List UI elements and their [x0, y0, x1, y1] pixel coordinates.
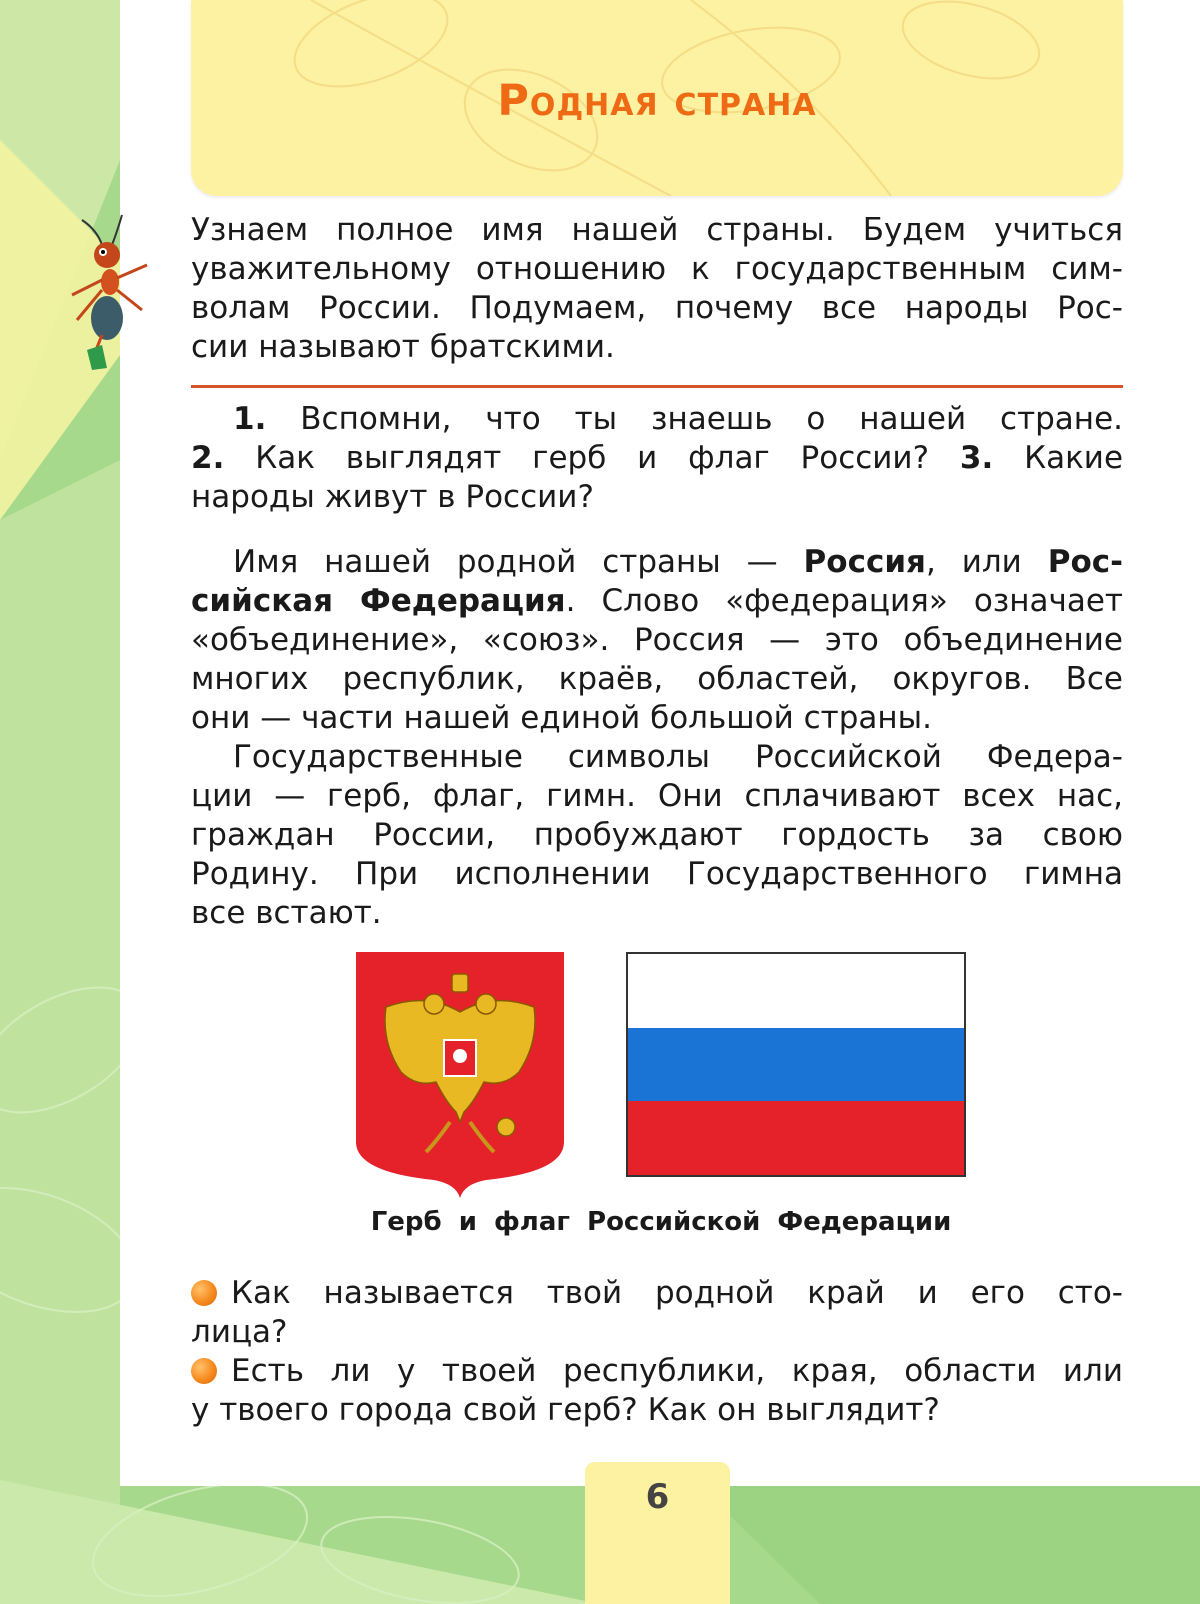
flag-stripe-white [628, 954, 964, 1028]
task-line [191, 1274, 1123, 1313]
question-number: 2. [191, 440, 225, 476]
task-line [191, 1352, 1123, 1391]
question-text: Какие [1024, 440, 1124, 476]
body-line: Государственные символы Российской Федера- [233, 739, 1123, 775]
question-text: Как выглядят герб и флаг России? [255, 440, 930, 476]
task-line: лица? [191, 1314, 288, 1350]
intro-line: волам России. Подумаем, почему все народы Рос- [191, 290, 1123, 326]
flag-stripe-red [628, 1101, 964, 1175]
title-banner [191, 0, 1123, 196]
term-russia: Россия [803, 544, 926, 580]
orange-bullet-icon [191, 1280, 217, 1306]
body-line: они — части нашей единой большой страны. [191, 700, 932, 736]
body-line: ции — герб, флаг, гимн. Они сплачивают всех нас, [191, 778, 1123, 814]
term-fragment: Рос- [1047, 544, 1123, 580]
ant-mascot-icon [62, 210, 162, 380]
figure-caption: Герб и флаг Российской Федерации [370, 1207, 952, 1237]
question-line: народы живут в России? [191, 479, 594, 515]
review-questions [191, 400, 1123, 517]
body-line [191, 543, 1123, 582]
divider-rule [191, 385, 1123, 388]
coat-of-arms-icon [356, 952, 564, 1198]
intro-line: Узнаем полное имя нашей страны. Будем учиться [191, 212, 1123, 248]
task-line: у твоего города свой герб? Как он выглядит? [191, 1392, 940, 1428]
question-line [191, 400, 1123, 439]
body-text [191, 543, 1123, 933]
body-line: многих республик, краёв, областей, округов. Все [191, 661, 1123, 697]
question-text: Вспомни, что ты знаешь о нашей стране. [300, 401, 1123, 437]
flag-stripe-blue [628, 1028, 964, 1102]
question-line [191, 439, 1123, 478]
orange-bullet-icon [191, 1358, 217, 1384]
body-line: граждан России, пробуждают гордость за свою [191, 817, 1123, 853]
body-line: «объединение», «союз». Россия — это объединение [191, 622, 1123, 658]
question-number: 3. [959, 440, 994, 476]
page-number: 6 [585, 1462, 730, 1604]
question-number: 1. [233, 401, 267, 437]
intro-line: уважительному отношению к государственным сим- [191, 251, 1123, 287]
body-fragment: . Слово «федерация» означает [565, 583, 1123, 619]
body-line: все встают. [191, 895, 382, 931]
russian-flag [626, 952, 966, 1177]
term-federation: сийская Федерация [191, 583, 566, 619]
page-title: Родная страна [497, 76, 817, 126]
task-text: Есть ли у твоей республики, края, области или [231, 1353, 1123, 1389]
tasks [191, 1274, 1123, 1430]
intro-line: сии называют братскими. [191, 329, 615, 365]
body-line [191, 582, 1123, 621]
body-fragment: Имя нашей родной страны — [233, 544, 778, 580]
intro-paragraph [191, 211, 1123, 367]
task-text: Как называется твой родной край и его сто- [231, 1275, 1123, 1311]
body-fragment: , или [925, 544, 1022, 580]
body-line: Родину. При исполнении Государственного гимна [191, 856, 1123, 892]
